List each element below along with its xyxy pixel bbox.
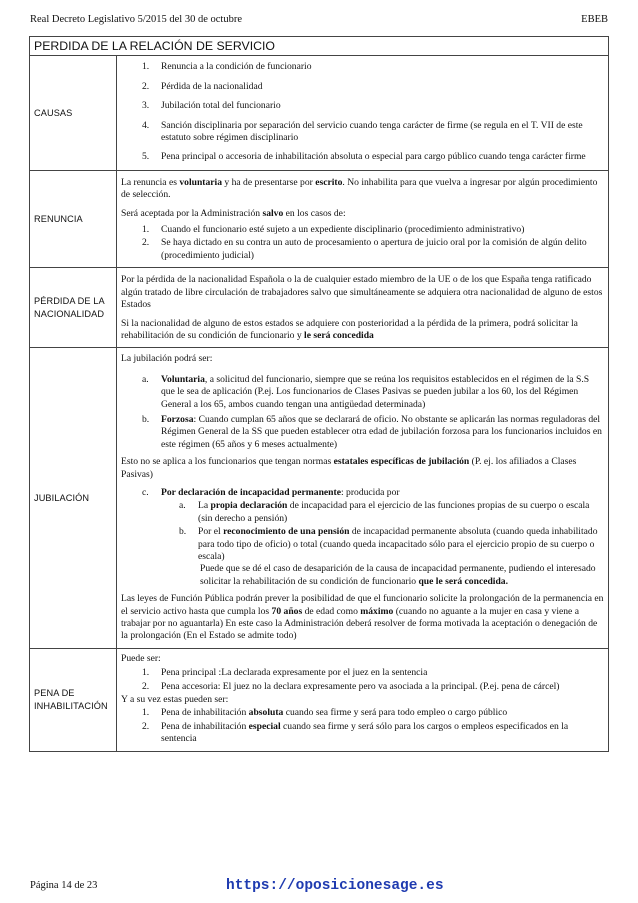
list-item: 1. Renuncia a la condición de funcionario (142, 61, 312, 73)
row-renuncia (30, 170, 609, 267)
list-item: c. Por declaración de incapacidad permanente: producida por (142, 486, 400, 498)
section-title: PERDIDA DE LA RELACIÓN DE SERVICIO (30, 37, 609, 56)
list-item: a. La propia declaración de incapacidad para el ejercicio de las funciones propias de su cuerpo o escala (sin derecho a pensión) (179, 500, 590, 524)
pena-sublist (142, 707, 604, 745)
label-pena: PENA DE INHABILITACIÓN (30, 648, 117, 751)
header-left: Real Decreto Legislativo 5/2015 del 30 de octubre (30, 14, 242, 25)
list-item: 3. Jubilación total del funcionario (142, 100, 281, 112)
list-item: 2. Pérdida de la nacionalidad (142, 80, 263, 92)
jubilacion-ab-list (142, 374, 604, 451)
jubilacion-c-sublist (179, 500, 604, 563)
renuncia-p2: Será aceptada por la Administración salvo en los casos de: (121, 207, 346, 219)
content-nacionalidad (117, 268, 609, 348)
page-number: Página 14 de 23 (30, 880, 98, 891)
row-jubilacion (30, 348, 609, 649)
header-right: EBEB (581, 14, 608, 25)
list-item: 2. Se haya dictado en su contra un auto de procesamiento o apertura de juicio oral por la comisión de algún delito (procedimiento judicial) (142, 237, 587, 261)
row-nacionalidad (30, 268, 609, 348)
renuncia-p1: La renuncia es voluntaria y ha de presentarse por escrito. No inhabilita para que vuelva a ingresar por algún procedimiento de selección. (121, 176, 598, 201)
jubilacion-final: Las leyes de Función Pública podrán prever la posibilidad de que el funcionario solicite la prolongación de la permanencia en el servicio activo hasta que cumpla los 70 años de edad como máximo (cuando no aguante a la mujer en casa y viene a trabajar por no aguantarla) En este caso la Administración deberá resolver de forma motivada la aceptación o denegación de la prolongación (En el Estado se admite todo) (121, 593, 604, 642)
pena-list (142, 667, 604, 693)
label-renuncia: RENUNCIA (30, 170, 117, 267)
pena-intro2: Y a su vez estas pueden ser: (121, 694, 229, 706)
website-link[interactable]: https://oposicionesage.es (226, 878, 444, 894)
list-item: 1. Cuando el funcionario esté sujeto a un expediente disciplinario (procedimiento administrativo) (142, 224, 525, 236)
list-item: 5. Pena principal o accesoria de inhabilitación absoluta o especial para cargo público cuando tenga carácter firme (142, 151, 586, 163)
nacionalidad-p2: Si la nacionalidad de alguno de estos estados se adquiere con posterioridad a la pérdida de la primera, podrá solicitar la rehabilitación de su condición de funcionario y le será concedida (121, 317, 578, 341)
list-item: 2. Pena de inhabilitación especial cuando sea firme y será sólo para los cargos o empleos especificados en la sentencia (142, 720, 569, 745)
list-item: a. Voluntaria, a solicitud del funcionario, siempre que se reúna los requisitos establecidos en el régimen de la S.S que le sea de aplicación (P.ej. Los funcionarios de Clases Pasivas se pueden jubilar a los 60, los del Régimen General a los 65, ambos cuando tengan una antigüedad determinada) (142, 373, 590, 410)
page-header (30, 14, 608, 25)
row-pena (30, 648, 609, 751)
content-causas (117, 56, 609, 170)
content-jubilacion (117, 348, 609, 649)
list-item: 1. Pena de inhabilitación absoluta cuando sea firme y será para todo empleo o cargo público (142, 707, 508, 719)
content-renuncia (117, 170, 609, 267)
content-table (29, 36, 609, 752)
jubilacion-rehab: Puede que se dé el caso de desaparición de la causa de incapacidad permanente, pudiendo el interesado solicitar la rehabilitación de su condición de funcionario que le será concedida. (200, 563, 596, 587)
pena-intro: Puede ser: (121, 652, 161, 664)
jubilacion-intro: La jubilación podrá ser: (121, 353, 213, 365)
row-causas (30, 56, 609, 170)
jubilacion-c-list (142, 487, 604, 499)
label-causas: CAUSAS (30, 56, 117, 170)
list-item: b. Por el reconocimiento de una pensión de incapacidad permanente absoluta (cuando queda inhabilitado para todo tipo de oficio) o total (cuando queda incapacitado sólo para el ejercicio propio de su cuerpo o escala) (179, 526, 598, 562)
list-item: 2. Pena accesoria: El juez no la declara expresamente pero va asociada a la principal. (P.ej. pena de cárcel) (142, 680, 560, 692)
list-item: 4. Sanción disciplinaria por separación del servicio cuando tenga carácter de firme (se regula en el T. VII de este estatuto sobre régimen disciplinario (142, 119, 583, 144)
label-jubilacion: JUBILACIÓN (30, 348, 117, 649)
renuncia-list (142, 224, 604, 262)
label-nacionalidad: PÉRDIDA DE LA NACIONALIDAD (30, 268, 117, 348)
jubilacion-exception: Esto no se aplica a los funcionarios que tengan normas estatales específicas de jubilación (P. ej. los afiliados a Clases Pasivas) (121, 456, 577, 480)
list-item: 1. Pena principal :La declarada expresamente por el juez en la sentencia (142, 667, 428, 679)
causas-list (142, 61, 604, 163)
title-row (30, 37, 609, 56)
nacionalidad-p1: Por la pérdida de la nacionalidad Española o la de cualquier estado miembro de la UE o de los que España tenga ratificado algún tratado de libre circulación de trabajadores salvo que simultáneamente se adquiera otra nacionalidad de alguno de estos Estados (121, 274, 603, 311)
content-pena (117, 648, 609, 751)
list-item: b. Forzosa: Cuando cumplan 65 años que se declarará de oficio. No obstante se aplicarán las normas reguladoras del Régimen General de la SS que pueden establecer otra edad de jubilación forzosa para los funcionarios incluidos en este régimen (65 años y 6 meses actualmente) (142, 413, 602, 450)
